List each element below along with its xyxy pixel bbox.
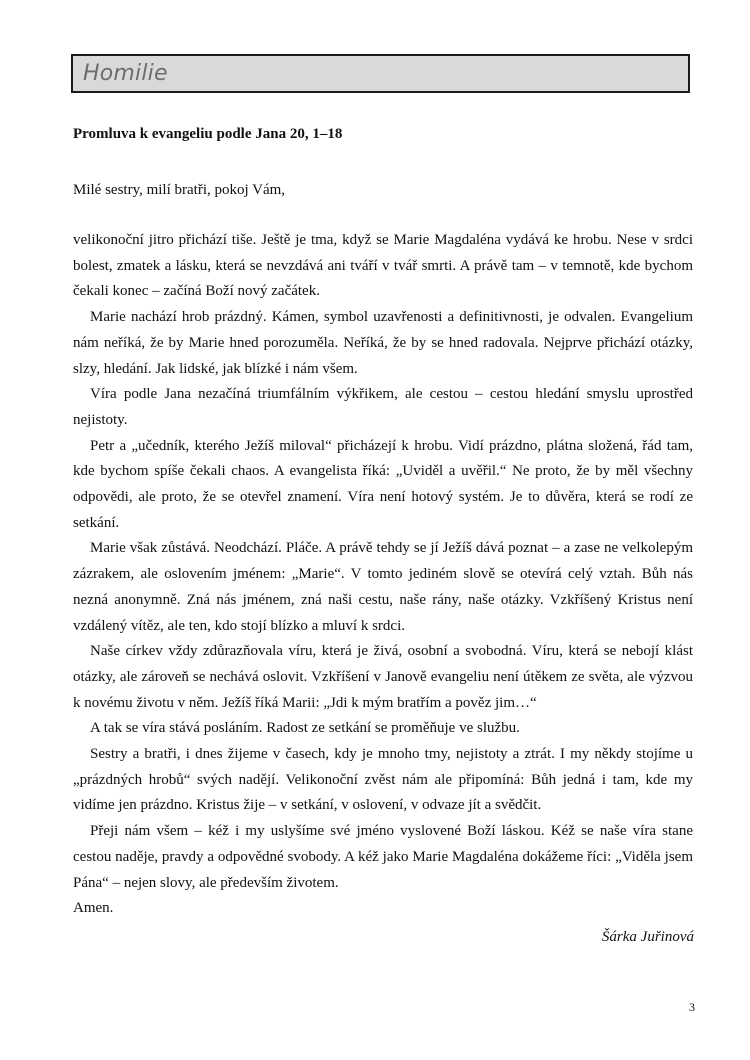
paragraph: Marie nachází hrob prázdný. Kámen, symbol uzavřenosti a definitivnosti, je odvalen. Evangelium nám neříká, že by Marie hned porozuměla. Neříká, že by se hned radovala. Nejprve přichází otázky, slzy, hledání. Jak lidské, jak blízké i nám všem. [73,309,693,377]
paragraph: Petr a „učedník, kterého Ježíš miloval“ přicházejí k hrobu. Vidí prázdno, plátna složená, řád tam, kde bychom spíše čekali chaos. A evangelista říká: „Uviděl a uvěřil.“ Ne proto, že by měl všechny odpovědi, ale proto, že se otevřel znamení. Víra není hotový systém. Je to důvěra, která se rodí ze setkání. [73,437,693,531]
salutation: Milé sestry, milí bratři, pokoj Vám, [73,182,286,198]
section-header-box [71,54,690,93]
page-number: 3 [689,1000,695,1014]
sermon-body [73,228,693,922]
sermon-subtitle: Promluva k evangeliu podle Jana 20, 1–18 [73,126,343,142]
section-title: Homilie [83,61,168,86]
paragraph: velikonoční jitro přichází tiše. Ještě je tma, když se Marie Magdaléna vydává ke hrobu. Nese v srdci bolest, zmatek a lásku, která se nevzdává ani tváří v tvář smrti. A právě tam – v temnotě, kde bychom čekali konec – začíná Boží nový začátek. [73,232,693,300]
paragraph: Víra podle Jana nezačíná triumfálním výkřikem, ale cestou – cestou hledání smyslu uprostřed nejistoty. [73,386,693,428]
paragraph: Marie však zůstává. Neodchází. Pláče. A právě tehdy se jí Ježíš dává poznat – a zase ne velkolepým zázrakem, ale oslovením jménem: „Marie“. V tomto jediném slově se otevírá celý vztah. Bůh nás nezná anonymně. Zná nás jménem, zná naši cestu, naše rány, naše otázky. Vzkříšený Kristus není vzdálený vítěz, ale ten, kdo stojí blízko a mluví k srdci. [73,540,693,634]
paragraph: Přeji nám všem – kéž i my uslyšíme své jméno vyslovené Boží láskou. Kéž se naše víra stane cestou naděje, pravdy a odpovědné svobody. A kéž jako Marie Magdaléna dokážeme říci: „Viděla jsem Pána“ – nejen slovy, ale především životem. [73,823,693,891]
paragraph: Sestry a bratři, i dnes žijeme v časech, kdy je mnoho tmy, nejistoty a ztrát. I my někdy stojíme u „prázdných hrobů“ svých nadějí. Velikonoční zvěst nám ale připomíná: Bůh jedná i tam, kde my vidíme jen prázdno. Kristus žije – v setkání, v oslovení, v odvaze jít a svědčit. [73,746,693,814]
paragraph: A tak se víra stává posláním. Radost ze setkání se proměňuje ve službu. [90,720,520,737]
closing-amen: Amen. [73,900,114,917]
author-signature: Šárka Juřinová [601,929,694,945]
paragraph: Naše církev vždy zdůrazňovala víru, která je živá, osobní a svobodná. Víru, která se nebojí klást otázky, ale zároveň se nechává oslovit. Vzkříšení v Janově evangeliu není útěkem ze světa, ale výzvou k novému životu v něm. Ježíš říká Marii: „Jdi k mým bratřím a pověz jim…“ [73,643,693,711]
